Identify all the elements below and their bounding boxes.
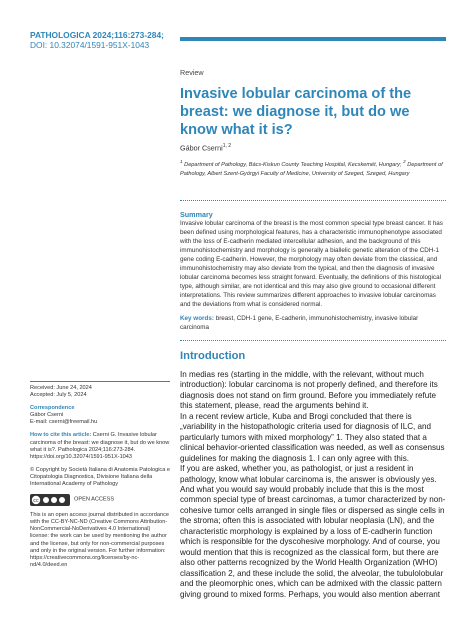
summary-text	[180, 219, 446, 309]
summary-paragraph: Invasive lobular carcinoma of the breast is the most common special type breast cancer. It has been defined using morphological features, has a characteristic immunophenotype associated with the loss of E-cadherin mediated intercellular adhesion, and the background of this immunohistochemistry and morphology is generally a biallelic genetic alteration of the CDH-1 gene coding E-cadherin. However, the morphology may often deviate from the classical, and immunohistochemistry may also deviate from the typical, and then the diagnosis of invasive lobular carcinoma becomes less straight forward. Eventually, the definitions of this histological type, although similar, are not identical and this may also give ground to occasional different interpretations. This review summarizes different approaches to invasive lobular carcinomas and the deviations from what is considered normal.	[180, 220, 443, 308]
open-access-row	[30, 494, 170, 506]
author-line	[180, 143, 231, 152]
author-name: Gábor Cserni	[180, 143, 223, 153]
abstract-top-rule	[180, 200, 446, 201]
received-date: Received: June 24, 2024	[30, 385, 92, 391]
accepted-date: Accepted: July 5, 2024	[30, 392, 87, 399]
introduction-body	[180, 370, 450, 600]
sidebar-rule	[30, 381, 170, 382]
summary-heading: Summary	[180, 210, 213, 219]
introduction-heading: Introduction	[180, 350, 246, 362]
affil-2: Department of Pathology, Albert Szent-Györgyi Faculty of Medicine, University of Szeged, Szeged, Hungary	[180, 161, 443, 177]
svg-text:cc: cc	[33, 498, 39, 505]
open-access-label: OPEN ACCESS	[74, 496, 115, 503]
correspondence-heading: Correspondence	[30, 405, 75, 412]
correspondence-name: Gábor Cserni	[30, 412, 64, 419]
article-sidebar	[30, 381, 170, 569]
keywords-text: breast, CDH-1 gene, E-cadherin, immunohistochemistry, invasive lobular carcinoma	[180, 315, 419, 331]
license-text: This is an open access journal distributed in accordance with the CC-BY-NC-ND (Creative Commons Attribution-NonCommercial-NoDerivatives 4.0 International) license: the work can be used by mentioning the author and the license, but only for non-commercial purposes and only in the original version. For further information: https://creativecommons.org/licenses/by-nc-nd/4.0/deed.en	[30, 512, 169, 568]
cc-license-badge-icon[interactable]	[30, 494, 70, 506]
keywords-label: Key words:	[180, 315, 214, 322]
cite-heading: How to cite this article:	[30, 432, 92, 439]
article-title: Invasive lobular carcinoma of the breast: we diagnose it, but do we know what it is?	[180, 86, 412, 138]
journal-name: PATHOLOGICA 2024;116:273-284;	[30, 30, 164, 40]
header-rule	[180, 37, 446, 41]
section-label: Review	[180, 68, 204, 77]
journal-citation	[30, 30, 180, 50]
intro-paragraph-1: In medias res (starting in the middle, with the relevant, without much introduction): lobular carcinoma is not properly defined, and therefore its diagnosis does not stand on firm ground. Before you immediately refute this statement, please, read the arguments behind it.	[180, 370, 438, 411]
affil-1: Department of Pathology, Bács-Kiskun County Teaching Hospital, Kecskemét, Hungary;	[184, 161, 402, 168]
copyright-notice: © Copyright by Società Italiana di Anatomia Patologica e Citopatologia Diagnostica, Divisione Italiana della International Academy of Pathology	[30, 466, 171, 488]
intro-paragraph-3: If you are asked, whether you, as pathologist, or just a resident in pathology, know what lobular carcinoma is, the answer is obviously yes. And what you would say would probably include that this is the most common special type of breast carcinomas, a tumor characterized by non-cohesive tumor cells arranged in single files or dispersed as single cells in the stroma; often this is associated with lobular neoplasia (LN), and the characteristic morphology is explained by a loss of E-cadherin function which is responsible for the dyscohesive morphology. And of course, you would mention that this is recognized as the classical form, but there are also other patterns recognized by the World Health Organization (WHO) classification 2, and these include the solid, the alveolar, the tubulolobular and the pleomorphic ones, which can be admixed with the classic pattern giving ground to mixed forms. Perhaps, you would also mention aberrant	[180, 464, 446, 599]
intro-paragraph-2: In a recent review article, Kuba and Brogi concluded that there is „variability in the histopathologic criteria used for diagnosis of ILC, and particularly tumors with mixed morphology” 1. They also stated that a clinical behavior-oriented classification was needed, as well as consensus guidelines for making the diagnosis 1. I can only agree with this.	[180, 411, 445, 463]
correspondence-email[interactable]: E-mail: cserni@freemail.hu	[30, 419, 98, 426]
affiliations	[180, 157, 450, 179]
cite-text: Cserni G. Invasive lobular carcinoma of the breast: we diagnose it, but do we know what it is?. Pathologica 2024;116:273-284. https://doi.org/10.32074/1591-951X-1043	[30, 432, 170, 460]
affil-2-sup: 2	[403, 159, 406, 164]
doi-link[interactable]: DOI: 10.32074/1591-951X-1043	[30, 40, 150, 50]
affil-1-sup: 1	[180, 159, 183, 164]
citation-block	[30, 432, 170, 460]
keywords	[180, 314, 446, 332]
author-affil-sup: 1, 2	[222, 143, 232, 149]
abstract-bottom-rule	[180, 340, 446, 341]
